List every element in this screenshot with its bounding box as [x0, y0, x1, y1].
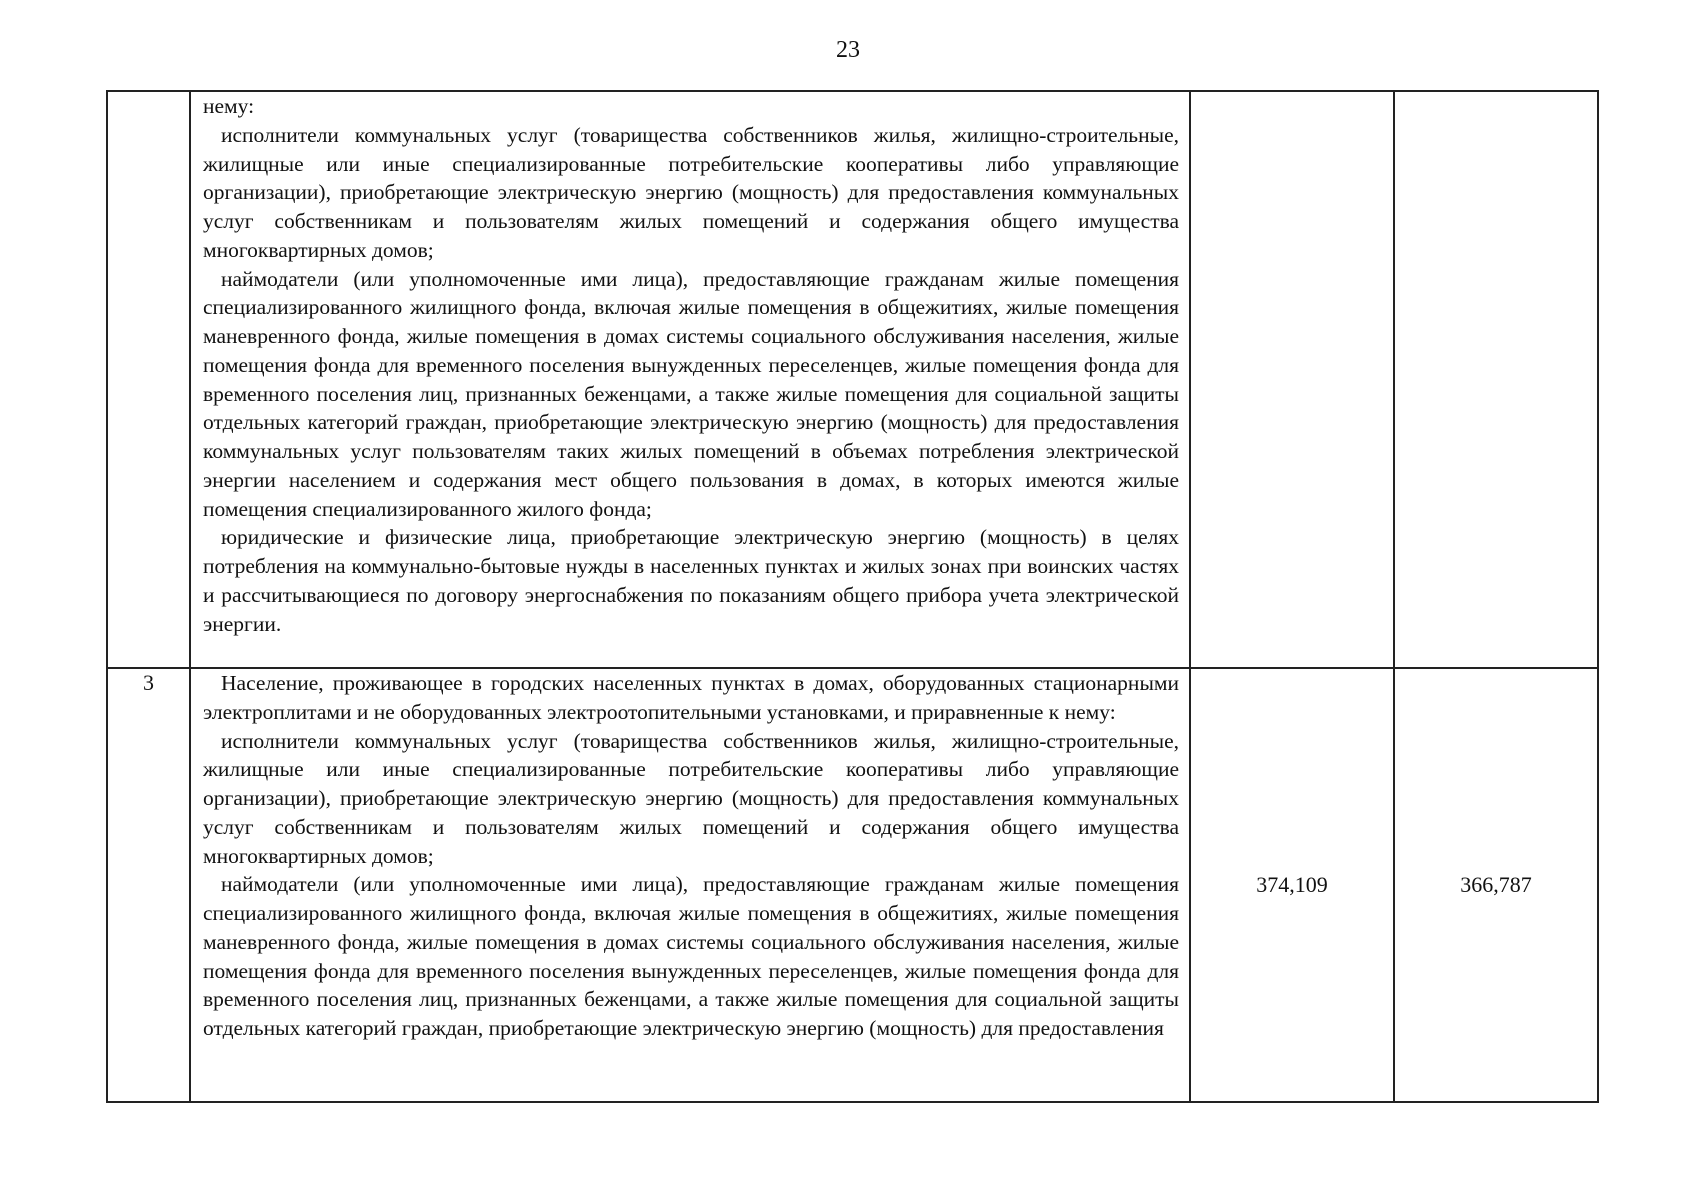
table-row: [107, 91, 1598, 668]
description-paragraph: нему:: [203, 94, 255, 118]
table-row: [107, 668, 1598, 1102]
description-paragraph: юридические и физические лица, приобретающие электрическую энергию (мощность) в целях потребления на коммунально-бытовые нужды в населенных пунктах и жилых зонах при воинских частях и рассчитывающиеся по договору энергоснабжения по показаниям общего прибора учета электрической энергии.: [203, 525, 1179, 636]
tariff-value-2-cell: 366,787: [1394, 668, 1598, 1102]
description-paragraph: наймодатели (или уполномоченные ими лица), предоставляющие гражданам жилые помещения специализированного жилищного фонда, включая жилые помещения в общежитиях, жилые помещения маневренного фонда, жилые помещения в домах системы социального обслуживания населения, жилые помещения фонда для временного поселения вынужденных переселенцев, жилые помещения фонда для временного поселения лиц, признанных беженцами, а также жилые помещения для социальной защиты отдельных категорий граждан, приобретающие электрическую энергию (мощность) для предоставления: [203, 872, 1179, 1040]
description-paragraph: исполнители коммунальных услуг (товарищества собственников жилья, жилищно-строительные, жилищные или иные специализированные потребительские кооперативы либо управляющие организации), приобретающие электрическую энергию (мощность) для предоставления коммунальных услуг собственникам и пользователям жилых помещений и содержания общего имущества многоквартирных домов;: [203, 122, 1179, 262]
description-cell: [190, 668, 1190, 1102]
description-paragraph: Население, проживающее в городских населенных пунктах в домах, оборудованных стационарными электроплитами и не оборудованных электроотопительными установками, и приравненные к нему:: [203, 671, 1179, 724]
tariff-table: [106, 90, 1599, 1103]
page-number: 23: [836, 37, 860, 63]
tariff-value-1-cell: [1190, 91, 1394, 668]
description-paragraph: наймодатели (или уполномоченные ими лица), предоставляющие гражданам жилые помещения специализированного жилищного фонда, включая жилые помещения в общежитиях, жилые помещения маневренного фонда, жилые помещения в домах системы социального обслуживания населения, жилые помещения фонда для временного поселения вынужденных переселенцев, жилые помещения фонда для временного поселения лиц, признанных беженцами, а также жилые помещения для социальной защиты отдельных категорий граждан, приобретающие электрическую энергию (мощность) для предоставления коммунальных услуг пользователям таких жилых помещений в объемах потребления электрической энергии населением и содержания мест общего пользования в домах, в которых имеются жилые помещения специализированного жилого фонда;: [203, 266, 1179, 521]
description-paragraph: исполнители коммунальных услуг (товарищества собственников жилья, жилищно-строительные, жилищные или иные специализированные потребительские кооперативы либо управляющие организации), приобретающие электрическую энергию (мощность) для предоставления коммунальных услуг собственникам и пользователям жилых помещений и содержания общего имущества многоквартирных домов;: [203, 728, 1179, 868]
description-cell: [190, 91, 1190, 668]
row-number-cell: [107, 91, 190, 668]
tariff-value-2-cell: [1394, 91, 1598, 668]
tariff-value-1-cell: 374,109: [1190, 668, 1394, 1102]
row-number-cell: 3: [107, 668, 190, 1102]
